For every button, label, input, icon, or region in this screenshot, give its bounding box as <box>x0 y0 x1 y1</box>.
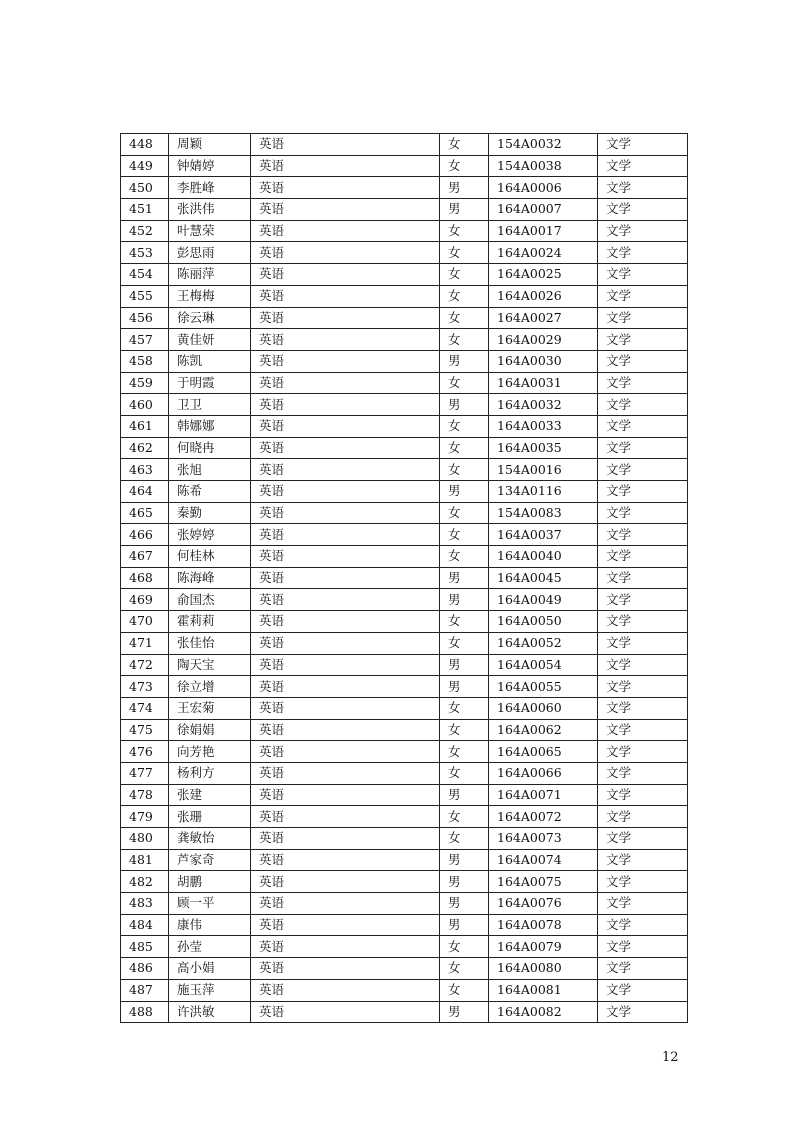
cell-category: 文学 <box>598 849 688 871</box>
table-row <box>121 784 688 806</box>
cell-row-number: 450 <box>121 177 169 199</box>
cell-category: 文学 <box>598 958 688 980</box>
cell-category: 文学 <box>598 806 688 828</box>
cell-name: 黄佳妍 <box>169 329 251 351</box>
cell-gender: 女 <box>440 697 489 719</box>
cell-gender: 男 <box>440 567 489 589</box>
cell-category: 文学 <box>598 437 688 459</box>
cell-category: 文学 <box>598 936 688 958</box>
table-row <box>121 914 688 936</box>
cell-gender: 女 <box>440 459 489 481</box>
cell-row-number: 453 <box>121 242 169 264</box>
cell-student-id: 164A0007 <box>489 199 598 221</box>
cell-row-number: 461 <box>121 415 169 437</box>
cell-row-number: 481 <box>121 849 169 871</box>
cell-name: 顾一平 <box>169 893 251 915</box>
cell-gender: 男 <box>440 394 489 416</box>
cell-gender: 女 <box>440 762 489 784</box>
cell-student-id: 164A0027 <box>489 307 598 329</box>
cell-gender: 女 <box>440 828 489 850</box>
table-row <box>121 589 688 611</box>
cell-row-number: 468 <box>121 567 169 589</box>
cell-name: 陶天宝 <box>169 654 251 676</box>
student-table-body <box>121 134 688 1023</box>
table-row <box>121 849 688 871</box>
table-row <box>121 828 688 850</box>
cell-name: 徐立增 <box>169 676 251 698</box>
cell-category: 文学 <box>598 567 688 589</box>
cell-category: 文学 <box>598 784 688 806</box>
cell-major: 英语 <box>251 350 440 372</box>
cell-student-id: 164A0032 <box>489 394 598 416</box>
cell-gender: 女 <box>440 524 489 546</box>
cell-major: 英语 <box>251 307 440 329</box>
table-row <box>121 242 688 264</box>
cell-student-id: 164A0060 <box>489 697 598 719</box>
cell-gender: 女 <box>440 372 489 394</box>
cell-major: 英语 <box>251 762 440 784</box>
cell-category: 文学 <box>598 828 688 850</box>
cell-student-id: 164A0080 <box>489 958 598 980</box>
cell-student-id: 154A0032 <box>489 134 598 156</box>
cell-row-number: 457 <box>121 329 169 351</box>
cell-major: 英语 <box>251 654 440 676</box>
cell-student-id: 164A0029 <box>489 329 598 351</box>
cell-student-id: 164A0017 <box>489 220 598 242</box>
cell-major: 英语 <box>251 567 440 589</box>
table-row <box>121 719 688 741</box>
cell-category: 文学 <box>598 155 688 177</box>
cell-student-id: 164A0075 <box>489 871 598 893</box>
table-row <box>121 762 688 784</box>
cell-row-number: 483 <box>121 893 169 915</box>
cell-row-number: 474 <box>121 697 169 719</box>
cell-row-number: 465 <box>121 502 169 524</box>
cell-gender: 男 <box>440 676 489 698</box>
cell-name: 钟婧婷 <box>169 155 251 177</box>
cell-category: 文学 <box>598 329 688 351</box>
cell-student-id: 164A0031 <box>489 372 598 394</box>
cell-name: 胡鹏 <box>169 871 251 893</box>
cell-row-number: 456 <box>121 307 169 329</box>
cell-gender: 男 <box>440 350 489 372</box>
table-row <box>121 936 688 958</box>
cell-row-number: 473 <box>121 676 169 698</box>
cell-major: 英语 <box>251 611 440 633</box>
cell-major: 英语 <box>251 914 440 936</box>
cell-student-id: 164A0055 <box>489 676 598 698</box>
cell-major: 英语 <box>251 697 440 719</box>
cell-gender: 女 <box>440 307 489 329</box>
cell-major: 英语 <box>251 1001 440 1023</box>
cell-major: 英语 <box>251 394 440 416</box>
cell-student-id: 164A0006 <box>489 177 598 199</box>
cell-row-number: 477 <box>121 762 169 784</box>
cell-name: 张建 <box>169 784 251 806</box>
cell-gender: 女 <box>440 979 489 1001</box>
cell-category: 文学 <box>598 589 688 611</box>
cell-major: 英语 <box>251 632 440 654</box>
table-row <box>121 893 688 915</box>
cell-student-id: 164A0079 <box>489 936 598 958</box>
cell-major: 英语 <box>251 155 440 177</box>
cell-gender: 女 <box>440 155 489 177</box>
cell-name: 秦勤 <box>169 502 251 524</box>
cell-name: 张珊 <box>169 806 251 828</box>
cell-name: 高小娟 <box>169 958 251 980</box>
cell-gender: 女 <box>440 285 489 307</box>
cell-category: 文学 <box>598 676 688 698</box>
cell-major: 英语 <box>251 979 440 1001</box>
cell-category: 文学 <box>598 199 688 221</box>
cell-major: 英语 <box>251 849 440 871</box>
cell-major: 英语 <box>251 264 440 286</box>
cell-name: 许洪敏 <box>169 1001 251 1023</box>
cell-gender: 女 <box>440 415 489 437</box>
cell-gender: 女 <box>440 242 489 264</box>
cell-name: 徐娟娟 <box>169 719 251 741</box>
cell-student-id: 164A0071 <box>489 784 598 806</box>
cell-category: 文学 <box>598 350 688 372</box>
cell-category: 文学 <box>598 546 688 568</box>
cell-category: 文学 <box>598 394 688 416</box>
table-row <box>121 524 688 546</box>
cell-category: 文学 <box>598 914 688 936</box>
cell-category: 文学 <box>598 632 688 654</box>
table-row <box>121 958 688 980</box>
cell-student-id: 154A0083 <box>489 502 598 524</box>
cell-student-id: 164A0052 <box>489 632 598 654</box>
cell-gender: 男 <box>440 849 489 871</box>
cell-gender: 女 <box>440 632 489 654</box>
cell-row-number: 488 <box>121 1001 169 1023</box>
cell-gender: 女 <box>440 546 489 568</box>
cell-student-id: 154A0038 <box>489 155 598 177</box>
cell-category: 文学 <box>598 654 688 676</box>
cell-student-id: 164A0065 <box>489 741 598 763</box>
cell-major: 英语 <box>251 719 440 741</box>
cell-major: 英语 <box>251 828 440 850</box>
cell-student-id: 164A0082 <box>489 1001 598 1023</box>
cell-category: 文学 <box>598 741 688 763</box>
table-row <box>121 307 688 329</box>
table-row <box>121 394 688 416</box>
cell-gender: 男 <box>440 481 489 503</box>
cell-student-id: 164A0066 <box>489 762 598 784</box>
cell-major: 英语 <box>251 741 440 763</box>
cell-category: 文学 <box>598 762 688 784</box>
cell-gender: 男 <box>440 914 489 936</box>
cell-name: 韩娜娜 <box>169 415 251 437</box>
cell-category: 文学 <box>598 697 688 719</box>
cell-name: 康伟 <box>169 914 251 936</box>
cell-major: 英语 <box>251 958 440 980</box>
cell-name: 王梅梅 <box>169 285 251 307</box>
cell-name: 向芳艳 <box>169 741 251 763</box>
cell-name: 霍莉莉 <box>169 611 251 633</box>
cell-row-number: 451 <box>121 199 169 221</box>
cell-gender: 男 <box>440 589 489 611</box>
table-row <box>121 199 688 221</box>
cell-major: 英语 <box>251 372 440 394</box>
cell-student-id: 164A0076 <box>489 893 598 915</box>
cell-gender: 女 <box>440 611 489 633</box>
table-row <box>121 415 688 437</box>
cell-student-id: 164A0072 <box>489 806 598 828</box>
table-row <box>121 220 688 242</box>
cell-name: 陈丽萍 <box>169 264 251 286</box>
cell-student-id: 134A0116 <box>489 481 598 503</box>
cell-row-number: 449 <box>121 155 169 177</box>
cell-name: 孙莹 <box>169 936 251 958</box>
cell-name: 施玉萍 <box>169 979 251 1001</box>
cell-gender: 女 <box>440 936 489 958</box>
cell-student-id: 164A0050 <box>489 611 598 633</box>
cell-gender: 男 <box>440 1001 489 1023</box>
cell-row-number: 484 <box>121 914 169 936</box>
cell-major: 英语 <box>251 589 440 611</box>
cell-gender: 女 <box>440 806 489 828</box>
cell-major: 英语 <box>251 524 440 546</box>
cell-major: 英语 <box>251 502 440 524</box>
cell-major: 英语 <box>251 134 440 156</box>
cell-row-number: 455 <box>121 285 169 307</box>
cell-gender: 男 <box>440 784 489 806</box>
cell-row-number: 485 <box>121 936 169 958</box>
cell-category: 文学 <box>598 285 688 307</box>
cell-row-number: 472 <box>121 654 169 676</box>
cell-category: 文学 <box>598 415 688 437</box>
cell-category: 文学 <box>598 264 688 286</box>
cell-major: 英语 <box>251 199 440 221</box>
table-row <box>121 654 688 676</box>
cell-row-number: 459 <box>121 372 169 394</box>
table-row <box>121 372 688 394</box>
table-row <box>121 741 688 763</box>
cell-category: 文学 <box>598 220 688 242</box>
cell-row-number: 460 <box>121 394 169 416</box>
cell-major: 英语 <box>251 177 440 199</box>
cell-major: 英语 <box>251 459 440 481</box>
cell-name: 张婷婷 <box>169 524 251 546</box>
cell-student-id: 164A0049 <box>489 589 598 611</box>
table-row <box>121 177 688 199</box>
cell-student-id: 164A0054 <box>489 654 598 676</box>
cell-student-id: 154A0016 <box>489 459 598 481</box>
cell-row-number: 463 <box>121 459 169 481</box>
cell-category: 文学 <box>598 611 688 633</box>
table-row <box>121 567 688 589</box>
table-row <box>121 459 688 481</box>
cell-category: 文学 <box>598 524 688 546</box>
cell-row-number: 486 <box>121 958 169 980</box>
cell-major: 英语 <box>251 481 440 503</box>
cell-name: 李胜峰 <box>169 177 251 199</box>
student-table <box>120 133 688 1023</box>
table-row <box>121 502 688 524</box>
table-row <box>121 697 688 719</box>
cell-major: 英语 <box>251 437 440 459</box>
cell-name: 于明霞 <box>169 372 251 394</box>
table-row <box>121 611 688 633</box>
cell-gender: 女 <box>440 329 489 351</box>
cell-category: 文学 <box>598 372 688 394</box>
cell-gender: 女 <box>440 502 489 524</box>
cell-gender: 女 <box>440 719 489 741</box>
cell-name: 徐云琳 <box>169 307 251 329</box>
cell-name: 彭思雨 <box>169 242 251 264</box>
cell-category: 文学 <box>598 481 688 503</box>
cell-category: 文学 <box>598 719 688 741</box>
table-row <box>121 979 688 1001</box>
cell-row-number: 478 <box>121 784 169 806</box>
cell-category: 文学 <box>598 177 688 199</box>
cell-gender: 女 <box>440 220 489 242</box>
cell-student-id: 164A0030 <box>489 350 598 372</box>
cell-category: 文学 <box>598 893 688 915</box>
cell-student-id: 164A0035 <box>489 437 598 459</box>
cell-row-number: 482 <box>121 871 169 893</box>
cell-category: 文学 <box>598 502 688 524</box>
table-row <box>121 134 688 156</box>
cell-name: 张洪伟 <box>169 199 251 221</box>
cell-student-id: 164A0024 <box>489 242 598 264</box>
cell-row-number: 462 <box>121 437 169 459</box>
cell-major: 英语 <box>251 329 440 351</box>
cell-row-number: 480 <box>121 828 169 850</box>
cell-category: 文学 <box>598 242 688 264</box>
cell-student-id: 164A0025 <box>489 264 598 286</box>
cell-row-number: 464 <box>121 481 169 503</box>
cell-major: 英语 <box>251 546 440 568</box>
table-row <box>121 546 688 568</box>
cell-name: 卫卫 <box>169 394 251 416</box>
cell-student-id: 164A0081 <box>489 979 598 1001</box>
cell-name: 何晓冉 <box>169 437 251 459</box>
cell-name: 芦家奇 <box>169 849 251 871</box>
cell-row-number: 475 <box>121 719 169 741</box>
cell-name: 陈海峰 <box>169 567 251 589</box>
cell-row-number: 466 <box>121 524 169 546</box>
cell-gender: 女 <box>440 741 489 763</box>
table-row <box>121 481 688 503</box>
cell-row-number: 452 <box>121 220 169 242</box>
cell-name: 张佳怡 <box>169 632 251 654</box>
cell-gender: 女 <box>440 134 489 156</box>
table-row <box>121 1001 688 1023</box>
cell-category: 文学 <box>598 979 688 1001</box>
cell-major: 英语 <box>251 285 440 307</box>
cell-row-number: 487 <box>121 979 169 1001</box>
cell-gender: 男 <box>440 871 489 893</box>
cell-gender: 男 <box>440 893 489 915</box>
cell-major: 英语 <box>251 415 440 437</box>
cell-name: 王宏菊 <box>169 697 251 719</box>
table-row <box>121 329 688 351</box>
cell-name: 周颖 <box>169 134 251 156</box>
table-row <box>121 437 688 459</box>
cell-major: 英语 <box>251 871 440 893</box>
cell-name: 杨利方 <box>169 762 251 784</box>
cell-student-id: 164A0078 <box>489 914 598 936</box>
table-row <box>121 350 688 372</box>
cell-student-id: 164A0026 <box>489 285 598 307</box>
cell-gender: 男 <box>440 199 489 221</box>
table-row <box>121 285 688 307</box>
table-row <box>121 155 688 177</box>
page-number: 12 <box>662 1050 679 1065</box>
cell-gender: 女 <box>440 958 489 980</box>
cell-gender: 男 <box>440 177 489 199</box>
table-row <box>121 676 688 698</box>
cell-name: 何桂林 <box>169 546 251 568</box>
cell-row-number: 471 <box>121 632 169 654</box>
cell-major: 英语 <box>251 242 440 264</box>
cell-gender: 女 <box>440 437 489 459</box>
cell-student-id: 164A0073 <box>489 828 598 850</box>
cell-name: 陈希 <box>169 481 251 503</box>
cell-major: 英语 <box>251 220 440 242</box>
cell-category: 文学 <box>598 459 688 481</box>
table-row <box>121 632 688 654</box>
cell-row-number: 458 <box>121 350 169 372</box>
cell-student-id: 164A0037 <box>489 524 598 546</box>
cell-row-number: 448 <box>121 134 169 156</box>
cell-student-id: 164A0033 <box>489 415 598 437</box>
cell-name: 俞国杰 <box>169 589 251 611</box>
cell-name: 张旭 <box>169 459 251 481</box>
cell-row-number: 470 <box>121 611 169 633</box>
cell-major: 英语 <box>251 806 440 828</box>
cell-major: 英语 <box>251 893 440 915</box>
cell-name: 龚敏怡 <box>169 828 251 850</box>
cell-row-number: 454 <box>121 264 169 286</box>
table-row <box>121 806 688 828</box>
cell-category: 文学 <box>598 134 688 156</box>
cell-category: 文学 <box>598 1001 688 1023</box>
cell-gender: 女 <box>440 264 489 286</box>
cell-row-number: 479 <box>121 806 169 828</box>
cell-category: 文学 <box>598 871 688 893</box>
cell-major: 英语 <box>251 784 440 806</box>
cell-name: 叶慧荣 <box>169 220 251 242</box>
cell-student-id: 164A0045 <box>489 567 598 589</box>
table-row <box>121 264 688 286</box>
cell-student-id: 164A0074 <box>489 849 598 871</box>
cell-student-id: 164A0040 <box>489 546 598 568</box>
cell-student-id: 164A0062 <box>489 719 598 741</box>
cell-category: 文学 <box>598 307 688 329</box>
cell-row-number: 467 <box>121 546 169 568</box>
cell-row-number: 476 <box>121 741 169 763</box>
table-row <box>121 871 688 893</box>
cell-name: 陈凯 <box>169 350 251 372</box>
cell-row-number: 469 <box>121 589 169 611</box>
cell-major: 英语 <box>251 936 440 958</box>
cell-gender: 男 <box>440 654 489 676</box>
cell-major: 英语 <box>251 676 440 698</box>
